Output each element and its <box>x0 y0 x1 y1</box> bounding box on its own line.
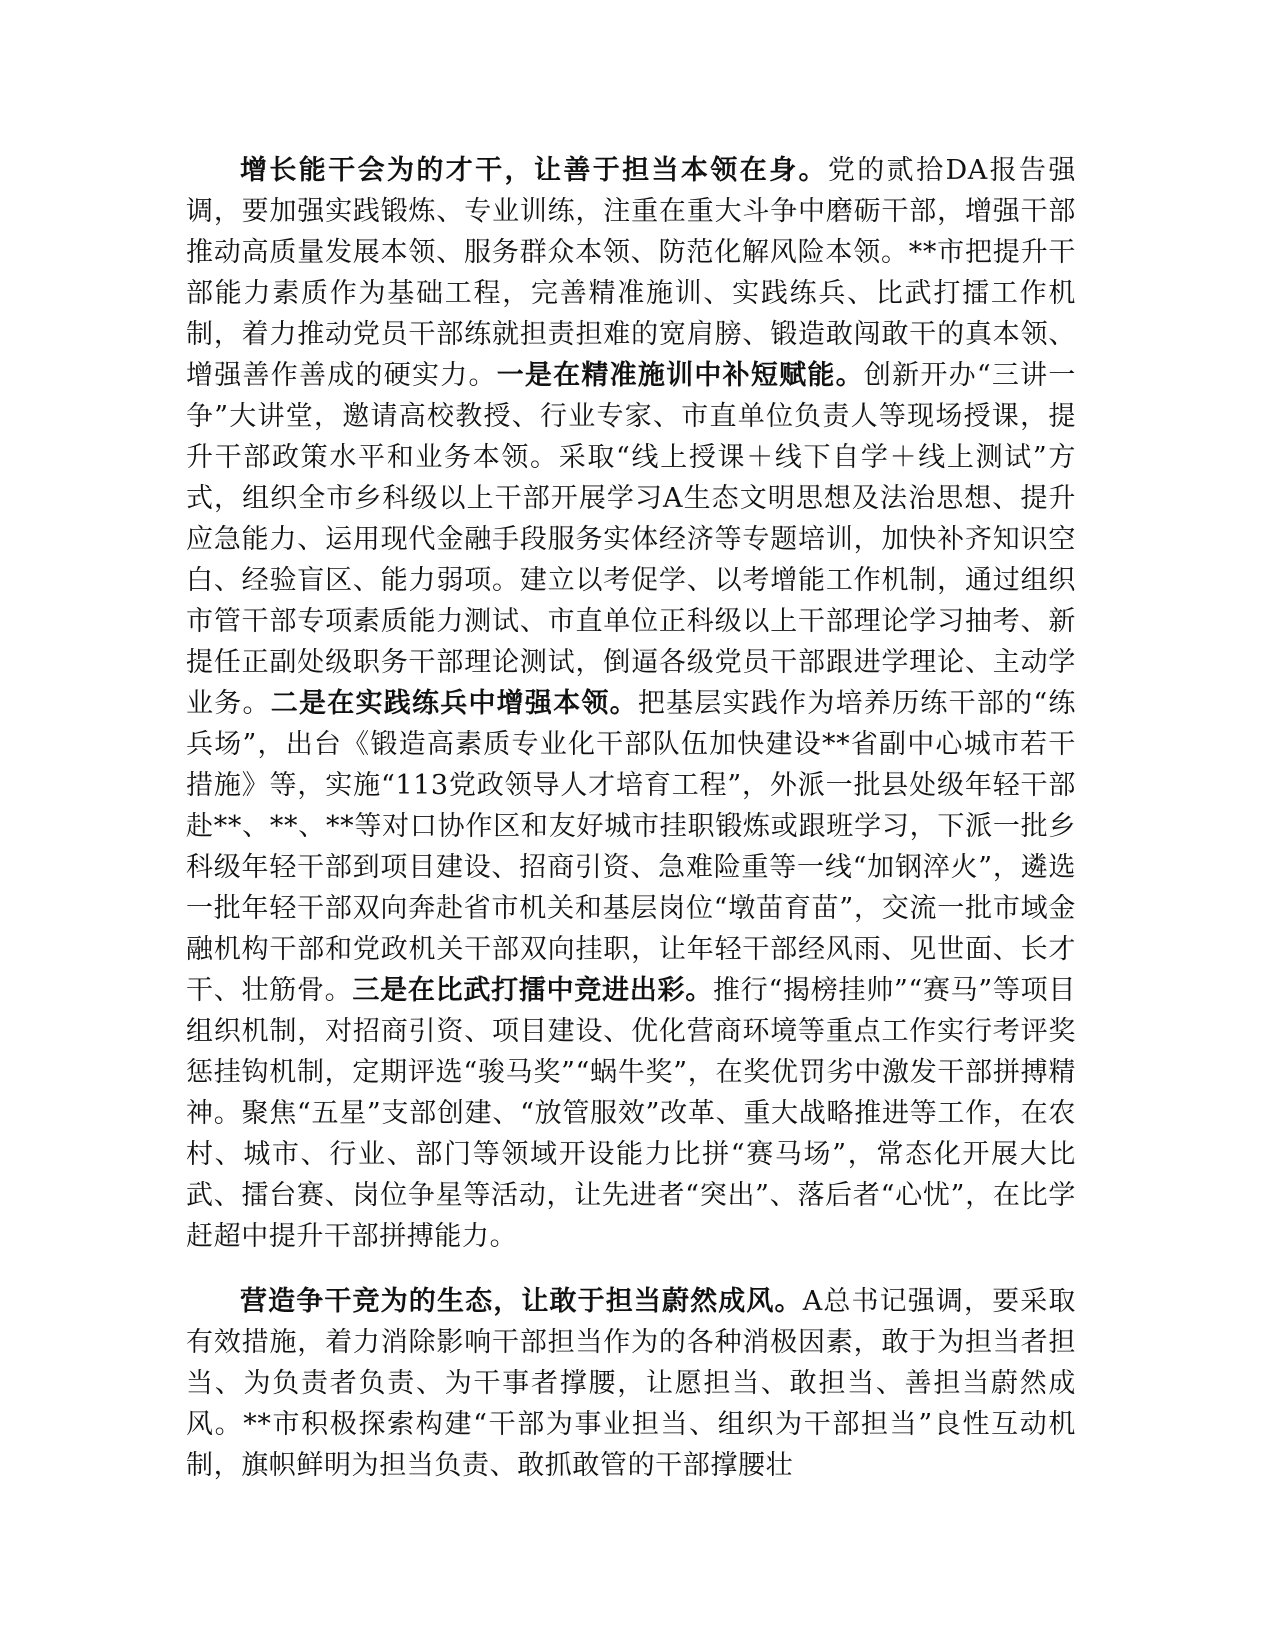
point-one-text: 创新开办“三讲一争”大讲堂，邀请高校教授、行业专家、市直单位负责人等现场授课，提升干部政策水平和业务本领。采取“线上授课＋线下自学＋线上测试”方式，组织全市乡科级以上干部开展学习A生态文明思想及法治思想、提升应急能力、运用现代金融手段服务实体经济等专题培训，加快补齐知识空白、经验盲区、能力弱项。建立以考促学、以考增能工作机制，通过组织市管干部专项素质能力测试、市直单位正科级以上干部理论学习抽考、新提任正副处级职务干部理论测试，倒逼各级党员干部跟进学理论、主动学业务。 <box>186 360 1076 719</box>
point-two-heading: 二是在实践练兵中增强本领。 <box>270 688 638 719</box>
point-one-heading: 一是在精准施训中补短赋能。 <box>496 360 864 391</box>
paragraph-heading: 增长能干会为的才干，让善于担当本领在身。 <box>240 155 828 186</box>
paragraph-text: A总书记强调，要采取有效措施，着力消除影响干部担当作为的各种消极因素，敢于为担当者担当、为负责者负责、为干事者撑腰，让愿担当、敢担当、善担当蔚然成风。**市积极探索构建“干部为事业担当、组织为干部担当”良性互动机制，旗帜鲜明为担当负责、敢抓敢管的干部撑腰壮 <box>186 1286 1077 1481</box>
paragraph-ecology <box>186 1281 1076 1486</box>
point-three-text: 推行“揭榜挂帅”“赛马”等项目组织机制，对招商引资、项目建设、优化营商环境等重点工作实行考评奖惩挂钩机制，定期评选“骏马奖”“蜗牛奖”，在奖优罚劣中激发干部拼搏精神。聚焦“五星”支部创建、“放管服效”改革、重大战略推进等工作，在农村、城市、行业、部门等领域开设能力比拼“赛马场”，常态化开展大比武、擂台赛、岗位争星等活动，让先进者“突出”、落后者“心忧”，在比学赶超中提升干部拼搏能力。 <box>186 975 1076 1252</box>
paragraph-text: 党的贰拾DA报告强调，要加强实践锻炼、专业训练，注重在重大斗争中磨砺干部，增强干部推动高质量发展本领、服务群众本领、防范化解风险本领。**市把提升干部能力素质作为基础工程，完善精准施训、实践练兵、比武打擂工作机制，着力推动党员干部练就担责担难的宽肩膀、锻造敢闯敢干的真本领、增强善作善成的硬实力。 <box>186 155 1076 391</box>
paragraph-heading: 营造争干竞为的生态，让敢于担当蔚然成风。 <box>240 1286 803 1317</box>
point-two-text: 把基层实践作为培养历练干部的“练兵场”，出台《锻造高素质专业化干部队伍加快建设**省副中心城市若干措施》等，实施“113党政领导人才培育工程”，外派一批县处级年轻干部赴**、**、**等对口协作区和友好城市挂职锻炼或跟班学习，下派一批乡科级年轻干部到项目建设、招商引资、急难险重等一线“加钢淬火”，遴选一批年轻干部双向奔赴省市机关和基层岗位“墩苗育苗”，交流一批市域金融机构干部和党政机关干部双向挂职，让年轻干部经风雨、见世面、长才干、壮筋骨。 <box>186 688 1076 1006</box>
paragraph-capability <box>186 150 1076 1257</box>
point-three-heading: 三是在比武打擂中竞进出彩。 <box>352 975 713 1006</box>
